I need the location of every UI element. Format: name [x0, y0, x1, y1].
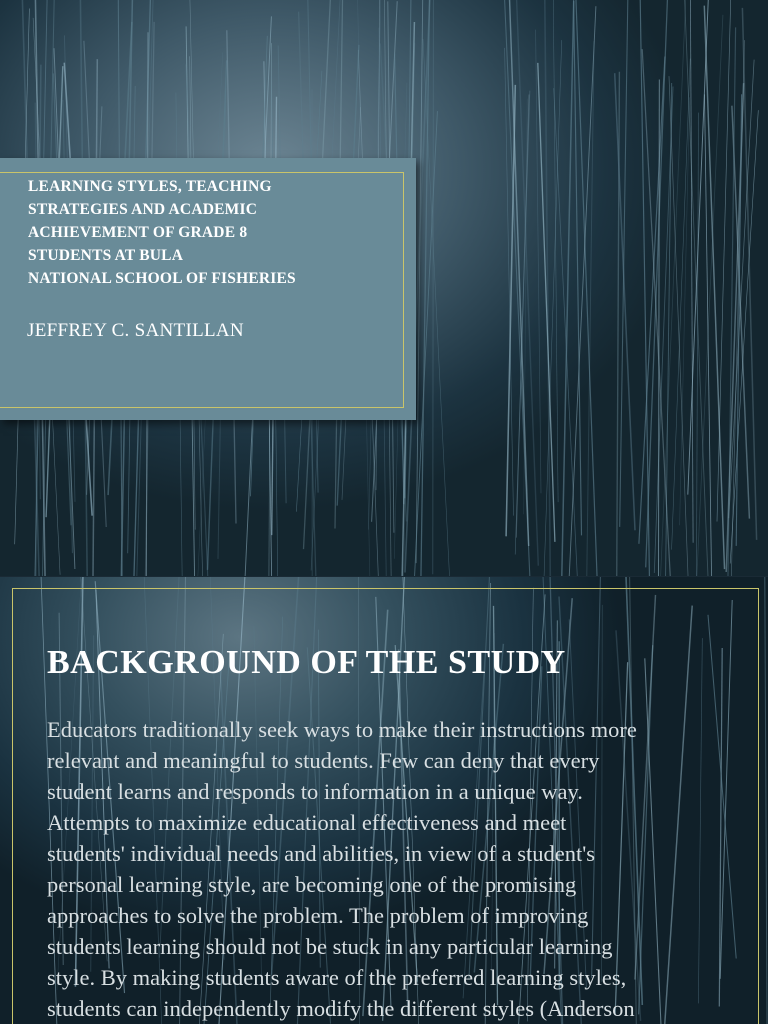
- body-line: personal learning style, are becoming one of the promising: [47, 872, 577, 897]
- body-line: student learns and responds to information in a unique way.: [47, 779, 583, 804]
- background-streak: [553, 0, 558, 502]
- background-streak: [742, 8, 756, 540]
- background-streak: [433, 0, 434, 574]
- slide-title-line: STUDENTS AT BULA: [28, 247, 184, 264]
- body-line: Attempts to maximize educational effectiveness and meet: [47, 810, 567, 835]
- slide-title: [28, 175, 398, 290]
- body-line: students learning should not be stuck in any particular learning: [47, 934, 613, 959]
- body-line: students' individual needs and abilities, in view of a student's: [47, 841, 596, 866]
- background-streak: [705, 94, 713, 576]
- author-name: JEFFREY C. SANTILLAN: [27, 320, 244, 341]
- slide-title-line: ACHIEVEMENT OF GRADE 8: [28, 224, 248, 241]
- slide-title-line: STRATEGIES AND ACADEMIC: [28, 201, 258, 218]
- background-streak: [765, 577, 768, 1024]
- background-streak: [505, 48, 514, 516]
- body-line: Educators traditionally seek ways to make their instructions more: [47, 717, 637, 742]
- body-line: relevant and meaningful to students. Few can deny that every: [47, 748, 600, 773]
- background-streak: [690, 0, 693, 543]
- body-paragraph: [47, 714, 747, 1024]
- body-line: style. By making students aware of the preferred learning styles,: [47, 965, 627, 990]
- background-streak: [717, 0, 731, 522]
- body-line: approaches to solve the problem. The problem of improving: [47, 903, 589, 928]
- background-streak: [659, 80, 660, 577]
- slide-title-line: LEARNING STYLES, TEACHING: [28, 178, 272, 195]
- background-slide: [0, 577, 768, 1024]
- slide-title-line: NATIONAL SCHOOL OF FISHERIES: [28, 270, 296, 287]
- background-streak: [697, 15, 723, 576]
- body-line: students can independently modify the different styles (Anderson: [47, 996, 635, 1021]
- background-streak: [573, 0, 582, 535]
- background-streak: [506, 85, 515, 536]
- background-streak: [680, 97, 690, 525]
- background-streak: [536, 30, 541, 494]
- section-heading: BACKGROUND OF THE STUDY: [47, 644, 566, 681]
